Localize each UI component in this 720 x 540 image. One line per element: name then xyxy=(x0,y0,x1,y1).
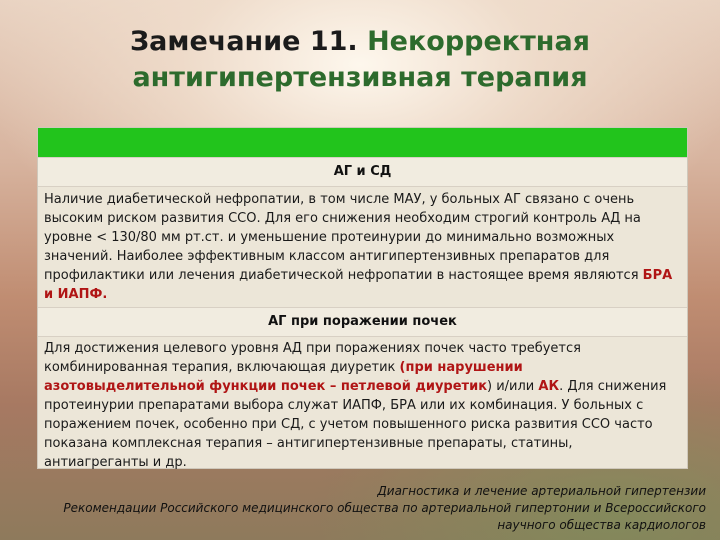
highlight-text: БРА и ИАПФ. xyxy=(44,268,673,302)
title-prefix: Замечание 11. xyxy=(130,26,358,57)
title-accent-1: Некорректная xyxy=(367,26,590,57)
section-text: Для достижения целевого уровня АД при поражениях почек часто требуется комбинированная терапия, включающая диуретик xyxy=(44,341,581,375)
citation-line-3: научного общества кардиологов xyxy=(497,518,706,532)
section-body-kidney xyxy=(38,337,687,468)
section-text: Наличие диабетической нефропатии, в том числе МАУ, у больных АГ связано с очень высоким риском развития ССО. Для его снижения необходим строгий контроль АД на уровне < 130/80 мм рт.ст. и уменьшение протеинурии до минимально возможных значений. Наиболее эффективным классом антигипертензивных препаратов для профилактики или лечения диабетической нефропатии в настоящее время являются xyxy=(44,192,643,283)
title-accent-2: антигипертензивная терапия xyxy=(132,62,588,93)
section-heading-ag-sd: АГ и СД xyxy=(38,158,687,187)
section-text: . Для снижения протеинурии препаратами выбора служат ИАПФ, БРА или их комбинация. У больных с поражением почек, особенно при СД, с учетом повышенного риска развития ССО часто показана комплексная терапия – антигипертензивные препараты, статины, антиагреганты и др. xyxy=(44,379,667,470)
title-line-1 xyxy=(0,24,720,60)
section-heading-kidney: АГ при поражении почек xyxy=(38,308,687,337)
slide-title xyxy=(0,24,720,96)
citation xyxy=(26,483,706,534)
citation-line-2: Рекомендации Российского медицинского общества по артериальной гипертонии и Всероссийского xyxy=(63,501,706,515)
table-header-bar xyxy=(38,128,687,158)
highlight-text: (при нарушении азотовыделительной функции почек – петлевой диуретик xyxy=(44,360,523,394)
section-text: ) и/или xyxy=(487,379,539,394)
highlight-text: АК xyxy=(538,379,560,394)
section-body-ag-sd xyxy=(38,187,687,308)
citation-line-1: Диагностика и лечение артериальной гипертензии xyxy=(377,484,706,498)
content-table xyxy=(37,127,688,469)
